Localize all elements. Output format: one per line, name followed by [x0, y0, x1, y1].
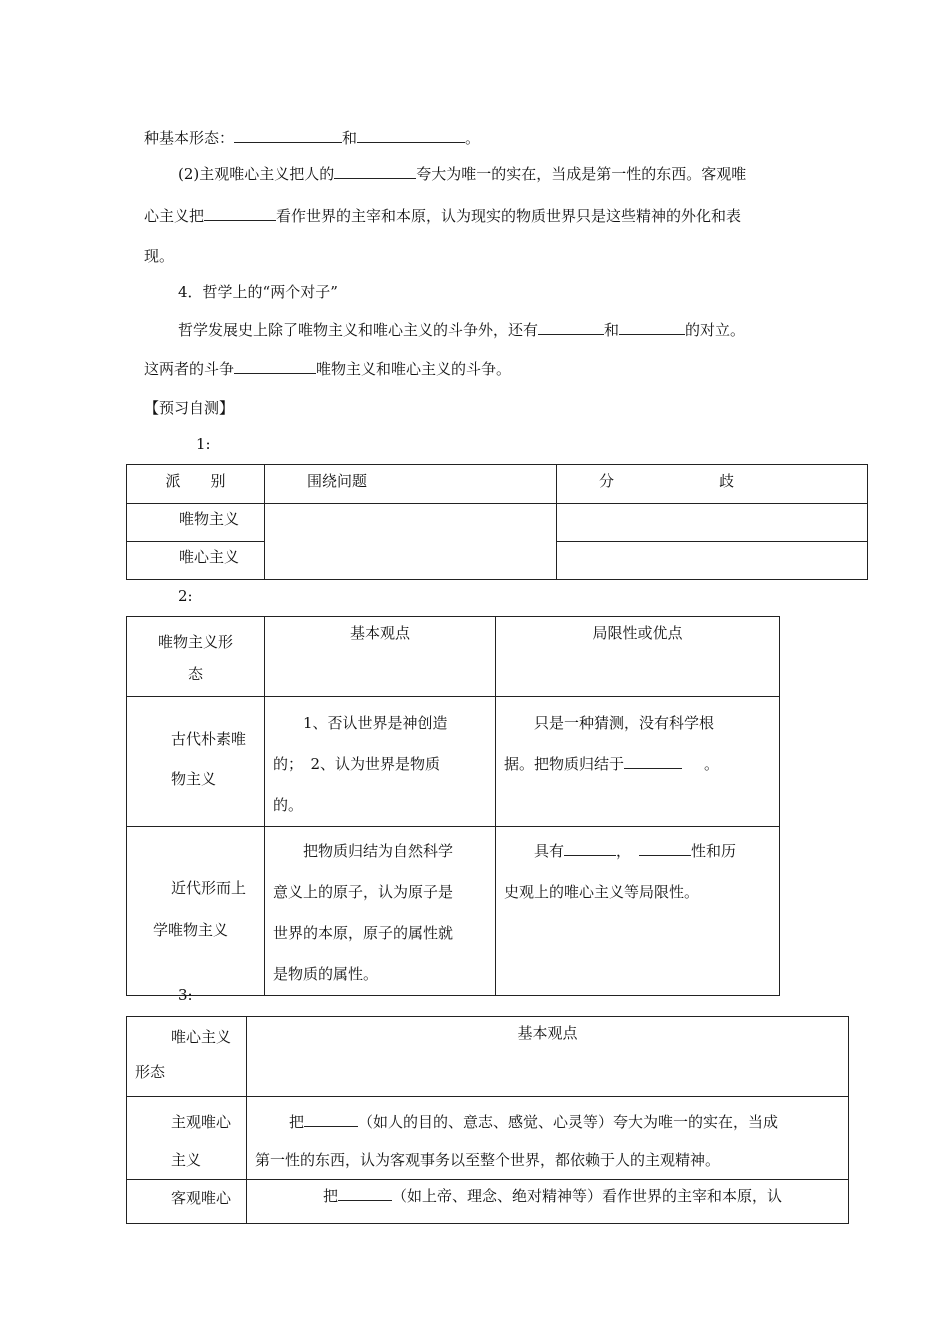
section-heading-4: 4．哲学上的“两个对子” [178, 283, 338, 301]
fill-blank[interactable] [338, 1186, 392, 1201]
fill-blank[interactable] [204, 206, 276, 221]
intro-line-1 [144, 128, 480, 148]
table-cell [496, 827, 780, 996]
table-header: 派 别 [127, 465, 265, 504]
table-header: 局限性或优点 [496, 617, 780, 697]
table-cell [127, 1097, 247, 1180]
text: 世界的本原，原子的属性就 [273, 924, 454, 942]
table-row [127, 827, 780, 996]
table-3 [126, 1016, 849, 1224]
text: 1、否认世界是神创造 [303, 714, 448, 732]
text: 是物质的属性。 [273, 965, 379, 983]
text-with-blank [504, 831, 773, 872]
text: 。 [465, 129, 481, 147]
table-cell: 客观唯心 [127, 1180, 247, 1224]
text: 唯物主义形 [157, 633, 233, 651]
table-header [127, 1017, 247, 1097]
text: 的； 2、认为世界是物质 [273, 755, 441, 773]
text: 物主义 [171, 770, 217, 788]
fill-blank[interactable] [304, 1112, 358, 1127]
text: 据。把物质归结于 [504, 755, 625, 773]
fill-blank[interactable] [564, 841, 616, 856]
text: 和 [342, 129, 358, 147]
fill-blank[interactable] [619, 320, 685, 335]
self-test-heading: 【预习自测】 [144, 399, 235, 417]
table-cell-empty[interactable] [557, 542, 868, 580]
text: 唯心主义 [171, 1028, 232, 1046]
text: 古代朴素唯 [171, 730, 247, 748]
text: 把 [289, 1113, 305, 1131]
text: 第一性的东西，认为客观事务以至整个世界，都依赖于人的主观精神。 [255, 1151, 721, 1169]
fill-blank[interactable] [334, 164, 416, 179]
text: 种基本形态： [144, 129, 235, 147]
table-cell [265, 697, 496, 827]
text: (2)主观唯心主义把人的 [178, 165, 335, 183]
table-2 [126, 616, 780, 996]
text: ， [616, 842, 632, 860]
fill-blank[interactable] [624, 754, 682, 769]
question-1-label: 1: [196, 435, 211, 453]
fill-blank[interactable] [234, 359, 316, 374]
table-row [127, 1097, 849, 1180]
table-header: 基本观点 [247, 1017, 849, 1097]
text: 把 [323, 1187, 339, 1205]
text: 的。 [273, 796, 304, 814]
table-row [127, 697, 780, 827]
text: 只是一种猜测，没有科学根 [534, 714, 715, 732]
text: 把物质归结为自然科学 [303, 842, 454, 860]
para4-line-2 [144, 359, 511, 379]
text: 主观唯心 [171, 1113, 232, 1131]
table-row [127, 465, 868, 504]
para2-line-1 [178, 164, 746, 184]
table-row [127, 504, 868, 542]
para2-line-2 [144, 206, 741, 226]
text: 主义 [171, 1151, 202, 1169]
table-cell [265, 827, 496, 996]
text: 和 [604, 321, 620, 339]
table-cell-empty[interactable] [265, 504, 557, 580]
question-2-label: 2: [178, 587, 193, 605]
table-row [127, 1180, 849, 1224]
text: 性和历 [691, 842, 737, 860]
text: （如人的目的、意志、感觉、心灵等）夸大为唯一的实在，当成 [358, 1113, 779, 1131]
table-cell: 唯心主义 [127, 542, 265, 580]
table-row [127, 1017, 849, 1097]
table-header: 基本观点 [265, 617, 496, 697]
para4-line-1 [178, 320, 745, 340]
fill-blank[interactable] [538, 320, 604, 335]
text: 夸大为唯一的实在，当成是第一性的东西。客观唯 [416, 165, 747, 183]
text: 学唯物主义 [153, 921, 229, 939]
question-3-label: 3: [178, 986, 193, 1004]
text: 具有 [534, 842, 565, 860]
table-cell: 唯物主义 [127, 504, 265, 542]
text: 形态 [135, 1063, 166, 1081]
table-header: 围绕问题 [265, 465, 557, 504]
text: 心主义把 [144, 207, 205, 225]
table-header: 分 歧 [557, 465, 868, 504]
table-cell [127, 827, 265, 996]
text: 这两者的斗争 [144, 360, 235, 378]
table-1 [126, 464, 868, 580]
fill-blank[interactable] [639, 841, 691, 856]
table-cell [247, 1097, 849, 1180]
text-with-blank [504, 744, 773, 785]
table-header [127, 617, 265, 697]
text: 态 [187, 665, 203, 683]
para2-line-3: 现。 [144, 247, 175, 265]
text: 唯物主义和唯心主义的斗争。 [316, 360, 512, 378]
text: 近代形而上 [171, 879, 247, 897]
table-cell [247, 1180, 849, 1224]
text: 史观上的唯心主义等局限性。 [504, 883, 700, 901]
table-cell-empty[interactable] [557, 504, 868, 542]
text-with-blank [255, 1103, 842, 1141]
table-row [127, 617, 780, 697]
text: 意义上的原子，认为原子是 [273, 883, 454, 901]
text: （如上帝、理念、绝对精神等）看作世界的主宰和本原，认 [392, 1187, 783, 1205]
table-cell [127, 697, 265, 827]
fill-blank[interactable] [357, 128, 465, 143]
fill-blank[interactable] [234, 128, 342, 143]
text: 看作世界的主宰和本原，认为现实的物质世界只是这些精神的外化和表 [276, 207, 742, 225]
table-cell [496, 697, 780, 827]
text: 的对立。 [685, 321, 746, 339]
text: 哲学发展史上除了唯物主义和唯心主义的斗争外，还有 [178, 321, 539, 339]
text-with-blank [255, 1186, 842, 1206]
text: 。 [704, 755, 720, 773]
